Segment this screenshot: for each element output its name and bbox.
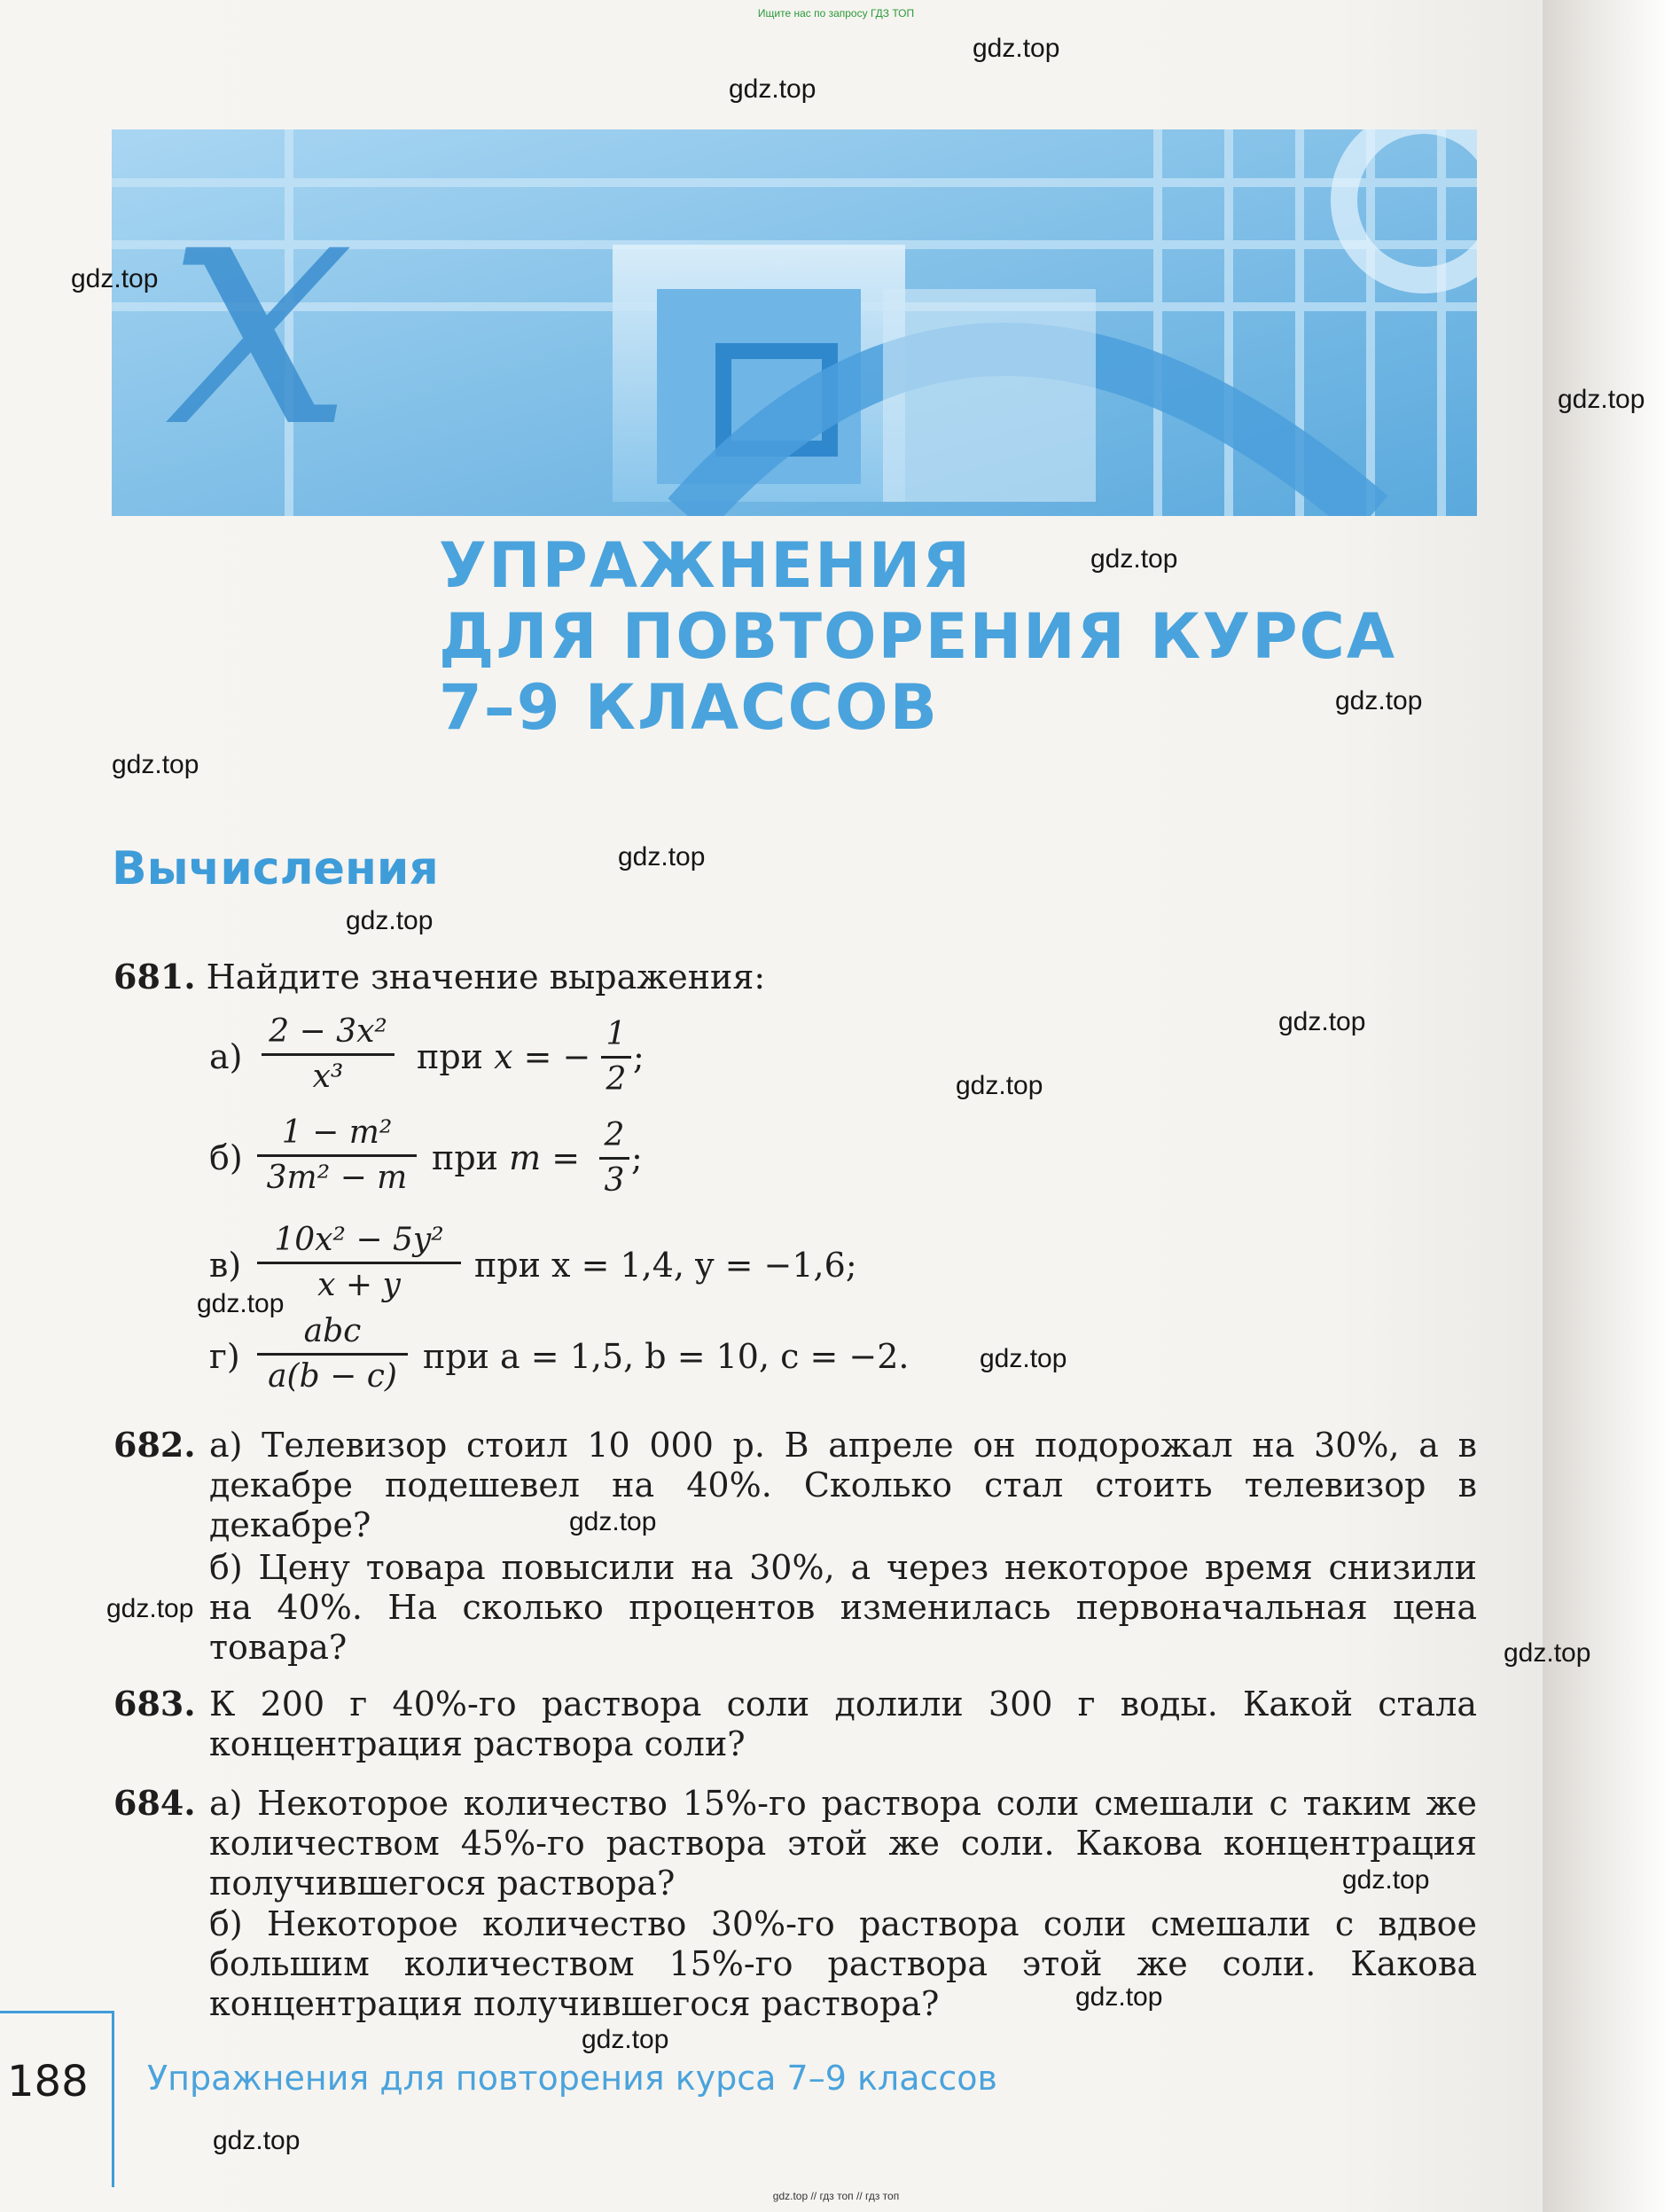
fraction-numerator: 10x² − 5y² [274, 1222, 444, 1258]
item-label: г) [209, 1337, 240, 1376]
chapter-title-line: 7–9 КЛАССОВ [439, 671, 939, 744]
watermark[interactable]: gdz.top [1504, 1638, 1591, 1668]
chapter-title-line: ДЛЯ ПОВТОРЕНИЯ КУРСА [439, 600, 1397, 673]
condition-variable: x [494, 1037, 513, 1076]
running-footer-title: Упражнения для повторения курса 7–9 классов [147, 2059, 997, 2098]
fraction-bar [262, 1053, 395, 1056]
fraction-denominator: x + y [317, 1267, 401, 1303]
exercise-684-part-b: б) Некоторое количество 30%-го раствора соли смешали с вдвое большим количеством 15%-го раствора этой же соли. Какова концентрация получившегося раствора? [209, 1904, 1477, 2023]
condition-text: при [432, 1138, 510, 1177]
item-label: а) [209, 1037, 243, 1076]
fraction-expression [257, 1312, 408, 1396]
section-title: Вычисления [112, 842, 439, 895]
exercise-number-label: 684. [113, 1783, 196, 1823]
watermark[interactable]: gdz.top [582, 2025, 669, 2054]
fraction-numerator: abc [303, 1313, 362, 1349]
page-number: 188 [7, 2057, 89, 2106]
fraction-bar [257, 1262, 461, 1264]
exercise-number-label: 683. [113, 1684, 196, 1723]
watermark[interactable]: gdz.top [729, 74, 816, 104]
fraction-denominator: 2 [606, 1061, 627, 1098]
exercise-text: Найдите значение выражения: [206, 957, 766, 997]
watermark[interactable]: gdz.top [980, 1344, 1067, 1373]
exercise-682-part-a: а) Телевизор стоил 10 000 р. В апреле он подорожал на 30%, а в декабре подешевел на 40%. Сколько стал стоить телевизор в декабре? [209, 1426, 1477, 1544]
watermark[interactable]: gdz.top [1342, 1865, 1430, 1895]
condition-text: при x = 1,4, y = −1,6; [474, 1246, 857, 1285]
watermark[interactable]: gdz.top [71, 264, 159, 293]
exercise-number [113, 1784, 196, 1823]
exercise-682-part-b: б) Цену товара повысили на 30%, а через некоторое время снизили на 40%. На сколько процентов изменилась первоначальная цена товара? [209, 1548, 1477, 1667]
watermark[interactable]: gdz.top [106, 1594, 194, 1623]
condition-text: при [417, 1037, 495, 1076]
chapter-title [439, 530, 1396, 743]
condition-text: = [541, 1138, 581, 1177]
fraction-numerator: 2 − 3x² [269, 1013, 387, 1050]
exercise-number [113, 1426, 196, 1465]
fraction-expression [262, 1012, 395, 1097]
watermark[interactable]: gdz.top [1090, 544, 1178, 574]
exercise-number [113, 1684, 196, 1723]
watermark[interactable]: gdz.top [112, 750, 199, 779]
fraction-denominator: 3m² − m [266, 1160, 408, 1196]
watermark[interactable]: gdz.top [973, 34, 1060, 63]
watermark[interactable]: gdz.top [346, 906, 434, 935]
fraction-numerator: 2 [604, 1117, 625, 1153]
condition [432, 1138, 580, 1177]
fraction-bar [257, 1154, 417, 1157]
watermark[interactable]: gdz.top [1335, 686, 1423, 715]
exercise-681-header [113, 957, 765, 997]
fraction-denominator: x³ [312, 1059, 344, 1095]
bottom-banner[interactable]: gdz.top // гдз топ // гдз топ [772, 2190, 900, 2202]
fraction-bar [257, 1353, 408, 1356]
punctuation: ; [633, 1037, 645, 1076]
svg-text:x: x [165, 129, 355, 502]
fraction-bar [601, 1056, 631, 1059]
watermark[interactable]: gdz.top [197, 1289, 285, 1318]
illustration-graphic [112, 129, 1477, 516]
item-label: в) [209, 1246, 242, 1285]
fraction-bar [599, 1157, 629, 1160]
exercise-number-label: 682. [113, 1425, 196, 1465]
condition-variable: m [509, 1138, 542, 1177]
fraction-numerator: 1 [606, 1016, 627, 1052]
condition [417, 1037, 590, 1076]
watermark[interactable]: gdz.top [569, 1507, 657, 1536]
watermark[interactable]: gdz.top [618, 842, 706, 872]
fraction-denominator: 3 [604, 1162, 625, 1199]
exercise-684-part-a: а) Некоторое количество 15%-го раствора соли смешали с таким же количеством 45%-го раствора этой же соли. Какова концентрация получившегося раствора? [209, 1784, 1477, 1903]
fraction-denominator: a(b − c) [268, 1358, 397, 1395]
chapter-illustration [112, 129, 1477, 516]
watermark[interactable]: gdz.top [213, 2126, 301, 2155]
condition-text: = − [512, 1037, 591, 1076]
chapter-title-line: УПРАЖНЕНИЯ [439, 529, 973, 602]
book-spine-shadow [1543, 0, 1672, 2212]
fraction-expression [257, 1114, 417, 1198]
fraction-value [599, 1116, 629, 1200]
watermark[interactable]: gdz.top [956, 1071, 1043, 1100]
fraction-expression [257, 1221, 461, 1305]
watermark[interactable]: gdz.top [1075, 1982, 1163, 2012]
watermark[interactable]: gdz.top [1558, 385, 1645, 414]
fraction-numerator: 1 − m² [281, 1114, 393, 1151]
watermark[interactable]: gdz.top [1278, 1007, 1366, 1036]
fraction-value [601, 1015, 631, 1099]
punctuation: ; [631, 1138, 643, 1177]
top-banner[interactable]: Ищите нас по запросу ГДЗ ТОП [757, 7, 915, 20]
exercise-683-text: К 200 г 40%-го раствора соли долили 300 г воды. Какой стала концентрация раствора соли? [209, 1684, 1477, 1763]
condition-text: при a = 1,5, b = 10, c = −2. [423, 1337, 910, 1376]
item-label: б) [209, 1138, 243, 1177]
exercise-number: 681. [113, 957, 196, 997]
